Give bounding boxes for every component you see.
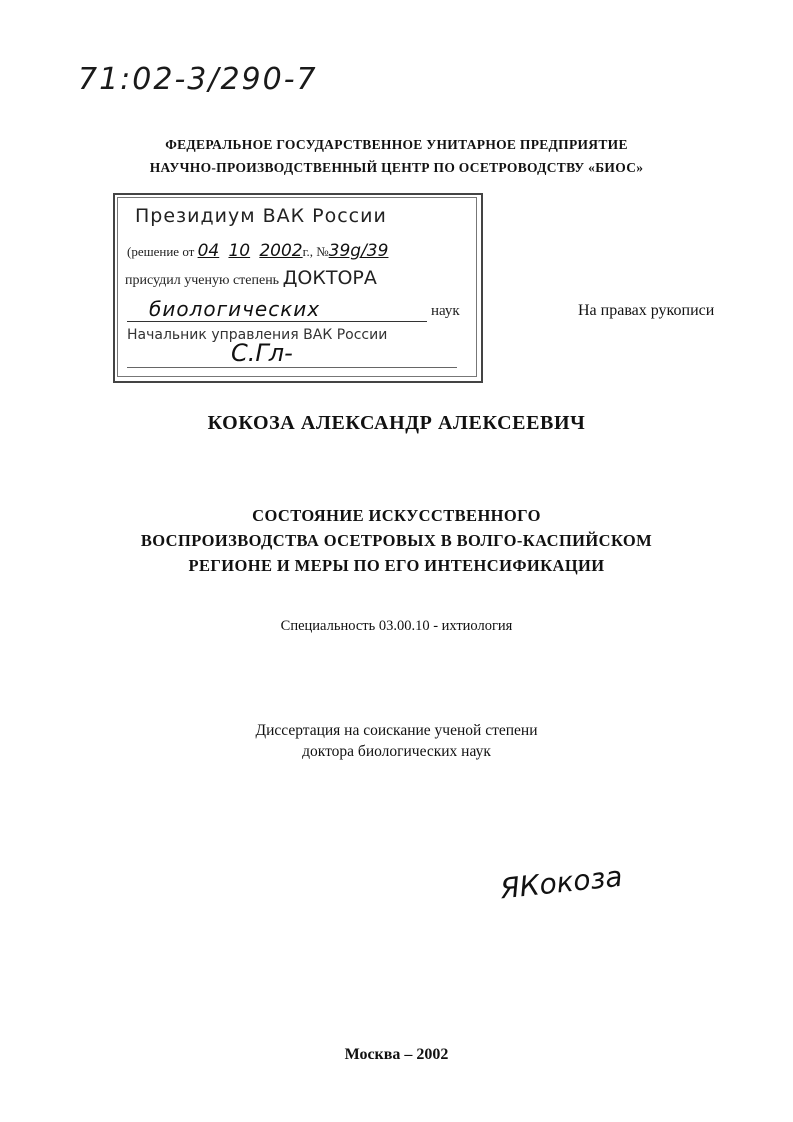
stamp-signature: С.Гл- [231, 339, 293, 367]
catalog-number: 71:02-3/290-7 [78, 62, 318, 97]
manuscript-rights: На правах рукописи [578, 302, 715, 319]
stamp-decision-day: 04 [197, 241, 220, 261]
stamp-decision-number: 39g/39 [328, 241, 389, 261]
title-line-2: ВОСПРОИЗВОДСТВА ОСЕТРОВЫХ В ВОЛГО-КАСПИЙСКОМ [140, 531, 653, 550]
title-line-3: РЕГИОНЕ И МЕРЫ ПО ЕГО ИНТЕНСИФИКАЦИИ [188, 556, 605, 575]
city-year: Москва – 2002 [344, 1046, 449, 1063]
stamp-decision-year: 2002 [259, 241, 303, 261]
stamp-header: Президиум ВАК России [135, 205, 387, 227]
stamp-decision-prefix: (решение от [127, 244, 195, 259]
stamp-chief: Начальник управления ВАК России [127, 327, 388, 343]
stamp-awarded-prefix: присудил ученую степень [125, 273, 280, 288]
stamp-field-line [127, 297, 427, 322]
stamp-awarded-line [125, 267, 377, 289]
specialty: Специальность 03.00.10 - ихтиология [280, 618, 513, 634]
organization-line-1: ФЕДЕРАЛЬНОЕ ГОСУДАРСТВЕННОЕ УНИТАРНОЕ ПРЕДПРИЯТИЕ [165, 137, 628, 152]
stamp-decision-line [127, 241, 388, 261]
author-name: КОКОЗА АЛЕКСАНДР АЛЕКСЕЕВИЧ [207, 412, 586, 434]
dissertation-line-1: Диссертация на соискание ученой степени [255, 722, 538, 739]
author-signature: ЯКокоза [498, 859, 624, 906]
vak-stamp [113, 193, 483, 383]
title-line-1: СОСТОЯНИЕ ИСКУССТВЕННОГО [252, 506, 541, 525]
dissertation-line-2: доктора биологических наук [302, 743, 491, 760]
stamp-field-suffix: наук [431, 303, 460, 319]
stamp-decision-year-suffix: г., № [302, 244, 329, 259]
stamp-decision-month: 10 [228, 241, 251, 261]
stamp-degree: ДОКТОРА [282, 267, 377, 289]
stamp-bottom-line [127, 367, 457, 368]
organization-line-2: НАУЧНО-ПРОИЗВОДСТВЕННЫЙ ЦЕНТР ПО ОСЕТРОВОДСТВУ «БИОС» [149, 160, 644, 175]
stamp-field-handwritten: биологических [149, 297, 321, 321]
